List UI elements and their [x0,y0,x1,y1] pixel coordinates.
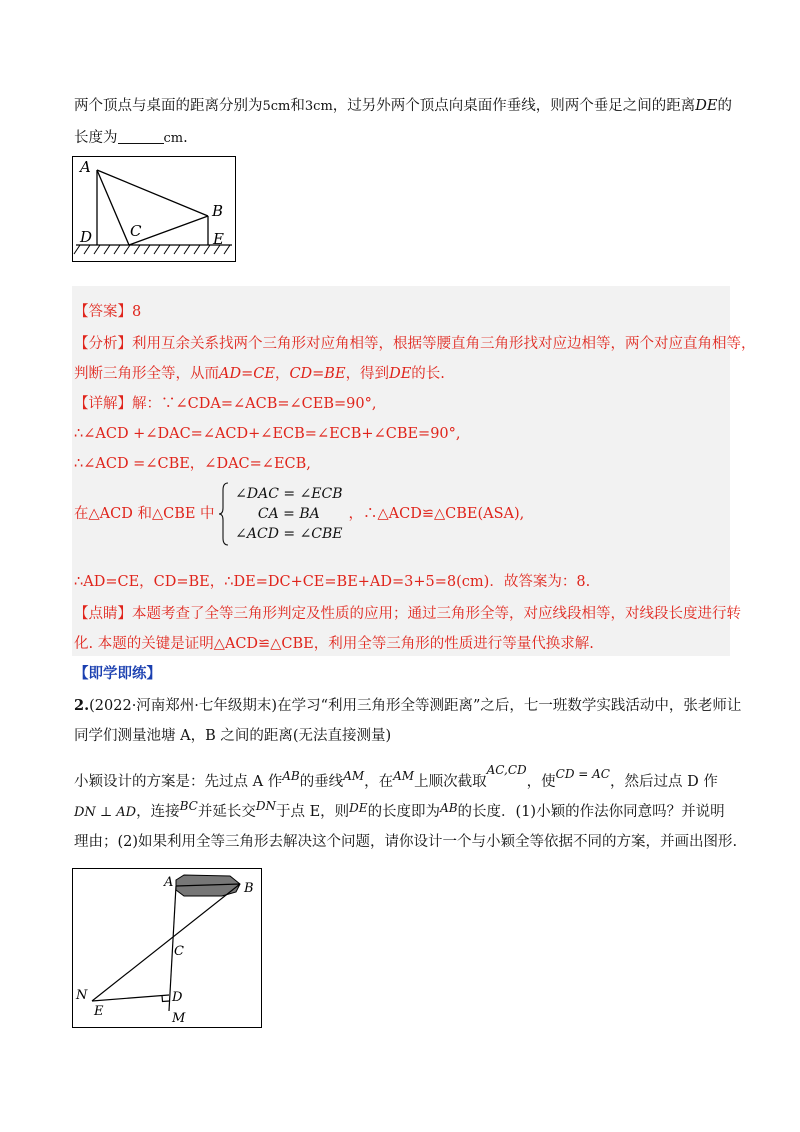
q1-text: ，过另外两个顶点向桌面作垂线，则两个垂足之间的距离 [332,98,696,114]
q2-text: 于点 E，则 [275,804,350,820]
var-de: DE [389,366,412,382]
detail-text: ∴∠ACD =∠CBE，∠DAC=∠ECB, [74,456,311,472]
detail-line-3 [74,454,311,474]
tag-detail: 【详解】 [74,396,132,412]
comment-line-2 [74,634,594,654]
q2-text: 同学们测量池塘 A，B 之间的距离(无法直接测量) [74,728,392,744]
detail-line-2 [74,424,461,444]
q2-text: 的垂线 [299,774,344,790]
answer-line [74,302,141,322]
q1-text: 两个顶点与桌面的距离分别为 [74,98,263,114]
q2-text: (2022·河南郑州·七年级期末)在学习“利用三角形全等测距离”之后，七一班数学实践活动中，张老师让 [89,698,742,714]
q1-figure [72,156,236,262]
answer-blank [118,129,164,144]
var-ab: AB [440,801,458,815]
tag-comment: 【点睛】 [74,606,132,622]
analysis-text: 利用互余关系找两个三角形对应角相等，根据等腰直角三角形找对应边相等，两个对应直角相等， [132,336,756,352]
system-eq-1: ∠DAC = ∠ECB [235,486,343,502]
q1-text: 的 [717,98,732,114]
q2-line-4 [74,796,725,823]
label-a: A [80,158,91,176]
label-e: E [94,1004,104,1019]
var-dn: DN [255,799,276,813]
eq-dn-perp-ad: DN ⊥ AD [74,805,137,820]
value-5cm: 5cm [262,99,291,114]
q2-text: ，使 [526,774,556,790]
q2-text: ，然后过点 D 作 [609,774,718,790]
label-e: E [213,230,224,248]
label-d: D [80,228,93,246]
q1-line-2 [74,128,188,149]
var-ac-cd: AC,CD [486,763,527,777]
q2-text: 的长度．(1)小颖的作法你同意吗？并说明 [457,804,725,820]
equation-system [235,484,342,544]
var-de: DE [695,98,718,114]
answer-value: 8 [132,304,142,320]
q1-text: . [183,130,188,146]
detail-line-4 [74,482,524,546]
q2-line-3 [74,760,718,792]
eq-cd-be: CD=BE [289,366,346,382]
analysis-text: 判断三角形全等，从而 [74,366,219,382]
unit-cm: cm [163,131,184,146]
eq-ad-ce: AD=CE [219,366,275,382]
tag-answer: 【答案】 [74,304,132,320]
q1-line-1 [74,96,732,117]
var-ab: AB [282,769,300,783]
label-n: N [76,988,88,1003]
tag-analysis: 【分析】 [74,336,132,352]
q2-text: 并延长交 [197,804,256,820]
detail-text: 在△ACD 和△CBE 中 [74,506,215,522]
comment-line-1 [74,604,741,624]
detail-text: ∴AD=CE，CD=BE，∴DE=DC+CE=BE+AD=3+5=8(cm)．故答案为：8. [74,574,591,590]
label-c: C [130,222,142,240]
q2-figure [72,868,262,1028]
q2-text: 小颖设计的方案是：先过点 A 作 [74,774,283,790]
q2-line-2 [74,726,391,746]
q1-text: 和 [290,98,305,114]
var-am: AM [393,769,415,783]
question-number: 2. [74,697,90,714]
detail-text: ，∴△ACD≌△CBE(ASA), [348,506,525,522]
analysis-line-2 [74,364,445,384]
detail-text: ∴∠ACD +∠DAC=∠ACD+∠ECB=∠ECB+∠CBE=90°, [74,426,461,442]
q2-text: ，在 [364,774,394,790]
q2-text: ，连接 [136,804,180,820]
practice-header [74,664,161,684]
label-c: C [174,944,184,959]
analysis-line-1 [74,334,756,354]
detail-text: 解：∵∠CDA=∠ACB=∠CEB=90°, [132,396,377,412]
system-eq-3: ∠ACD = ∠CBE [235,526,343,542]
system-eq-2: CA = BA [257,506,320,522]
label-d: D [172,990,183,1005]
detail-line-1 [74,394,376,414]
var-am: AM [343,769,365,783]
q2-line-1 [74,696,741,716]
comment-text: 化. 本题的关键是证明△ACD≌△CBE，利用全等三角形的性质进行等量代换求解. [74,636,594,652]
var-de: DE [349,801,368,815]
q2-text: 理由；(2)如果利用全等三角形去解决这个问题，请你设计一个与小颖全等依据不同的方案，并画出图形. [74,834,738,850]
practice-header-text: 【即学即练】 [74,665,161,682]
label-a: A [164,875,174,890]
brace-icon [219,482,229,546]
q2-text: 的长度即为 [367,804,441,820]
label-b: B [244,881,254,896]
var-bc: BC [179,799,198,813]
analysis-text: ， [274,366,290,382]
detail-line-5 [74,572,590,592]
comment-text: 本题考查了全等三角形判定及性质的应用；通过三角形全等，对应线段相等，对线段长度进行转 [132,606,741,622]
q2-line-5 [74,832,737,852]
analysis-text: 的长. [411,366,445,382]
eq-cd-ac: CD = AC [555,767,610,781]
value-3cm: 3cm [304,99,333,114]
q1-text: 长度为 [74,130,118,146]
label-m: M [172,1011,186,1026]
analysis-text: ，得到 [345,366,390,382]
q2-text: 上顺次截取 [414,774,487,790]
label-b: B [212,202,224,220]
